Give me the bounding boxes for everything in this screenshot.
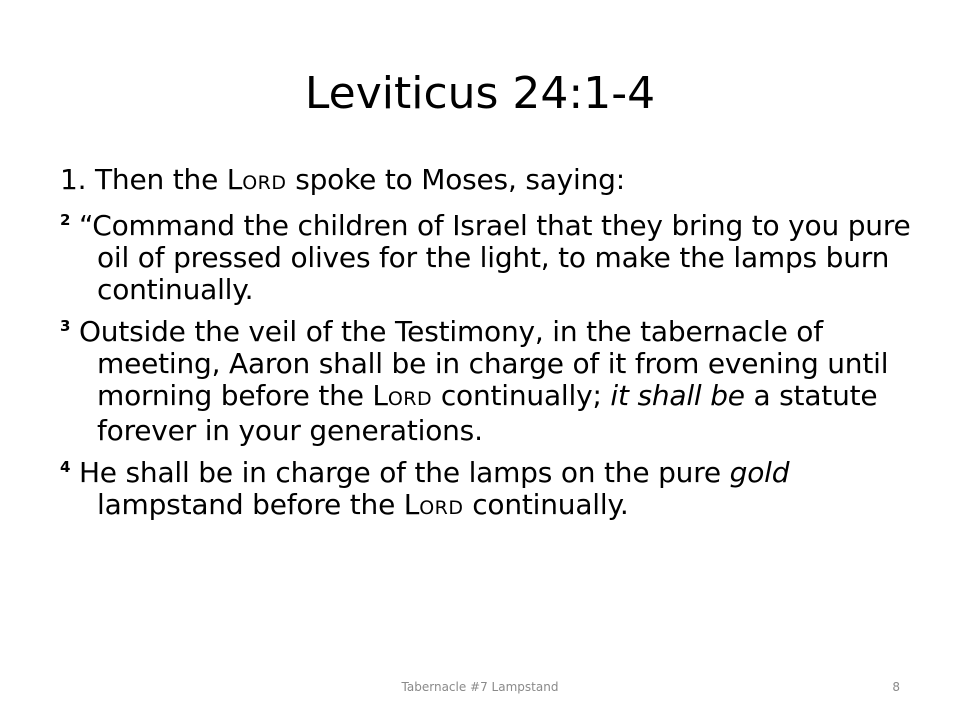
verse-3-number: 3 [60,317,71,335]
verse-3-text-a: Outside the veil of the Testimony, in the tabernacle of meeting, Aaron shall be in charge of it from evening until morning before the L [70,315,889,412]
verse-2-text: “Command the children of Israel that they bring to you pure oil of pressed olives for the light, to make the lamps burn continually. [70,209,911,306]
verse-4 [60,457,930,524]
lord-small-caps: ORD [419,497,464,519]
verse-1 [60,164,930,199]
verse-3-text-b: continually; [432,379,611,412]
verse-4-text-c: continually. [463,488,629,521]
verse-3-italic: it shall be [610,379,745,412]
verse-4-text-a: He shall be in charge of the lamps on the pure [70,456,730,489]
page-number: 8 [892,680,900,694]
verse-4-number: 4 [60,458,71,476]
slide-title: Leviticus 24:1-4 [304,68,656,119]
verse-1-prefix: 1. Then the L [60,163,243,196]
verse-4-text-b: lampstand before the L [97,488,420,521]
verse-3 [60,316,930,447]
verse-1-suffix: spoke to Moses, saying: [286,163,625,196]
footer-title: Tabernacle #7 Lampstand [401,680,559,694]
lord-small-caps: ORD [242,172,287,194]
lord-small-caps: ORD [387,388,433,410]
verse-2 [60,210,930,306]
verse-2-number: 2 [60,211,71,229]
slide-body [60,164,930,534]
verse-4-italic: gold [729,456,790,489]
verse-3-text-c: a statute forever in your generations. [97,379,878,447]
